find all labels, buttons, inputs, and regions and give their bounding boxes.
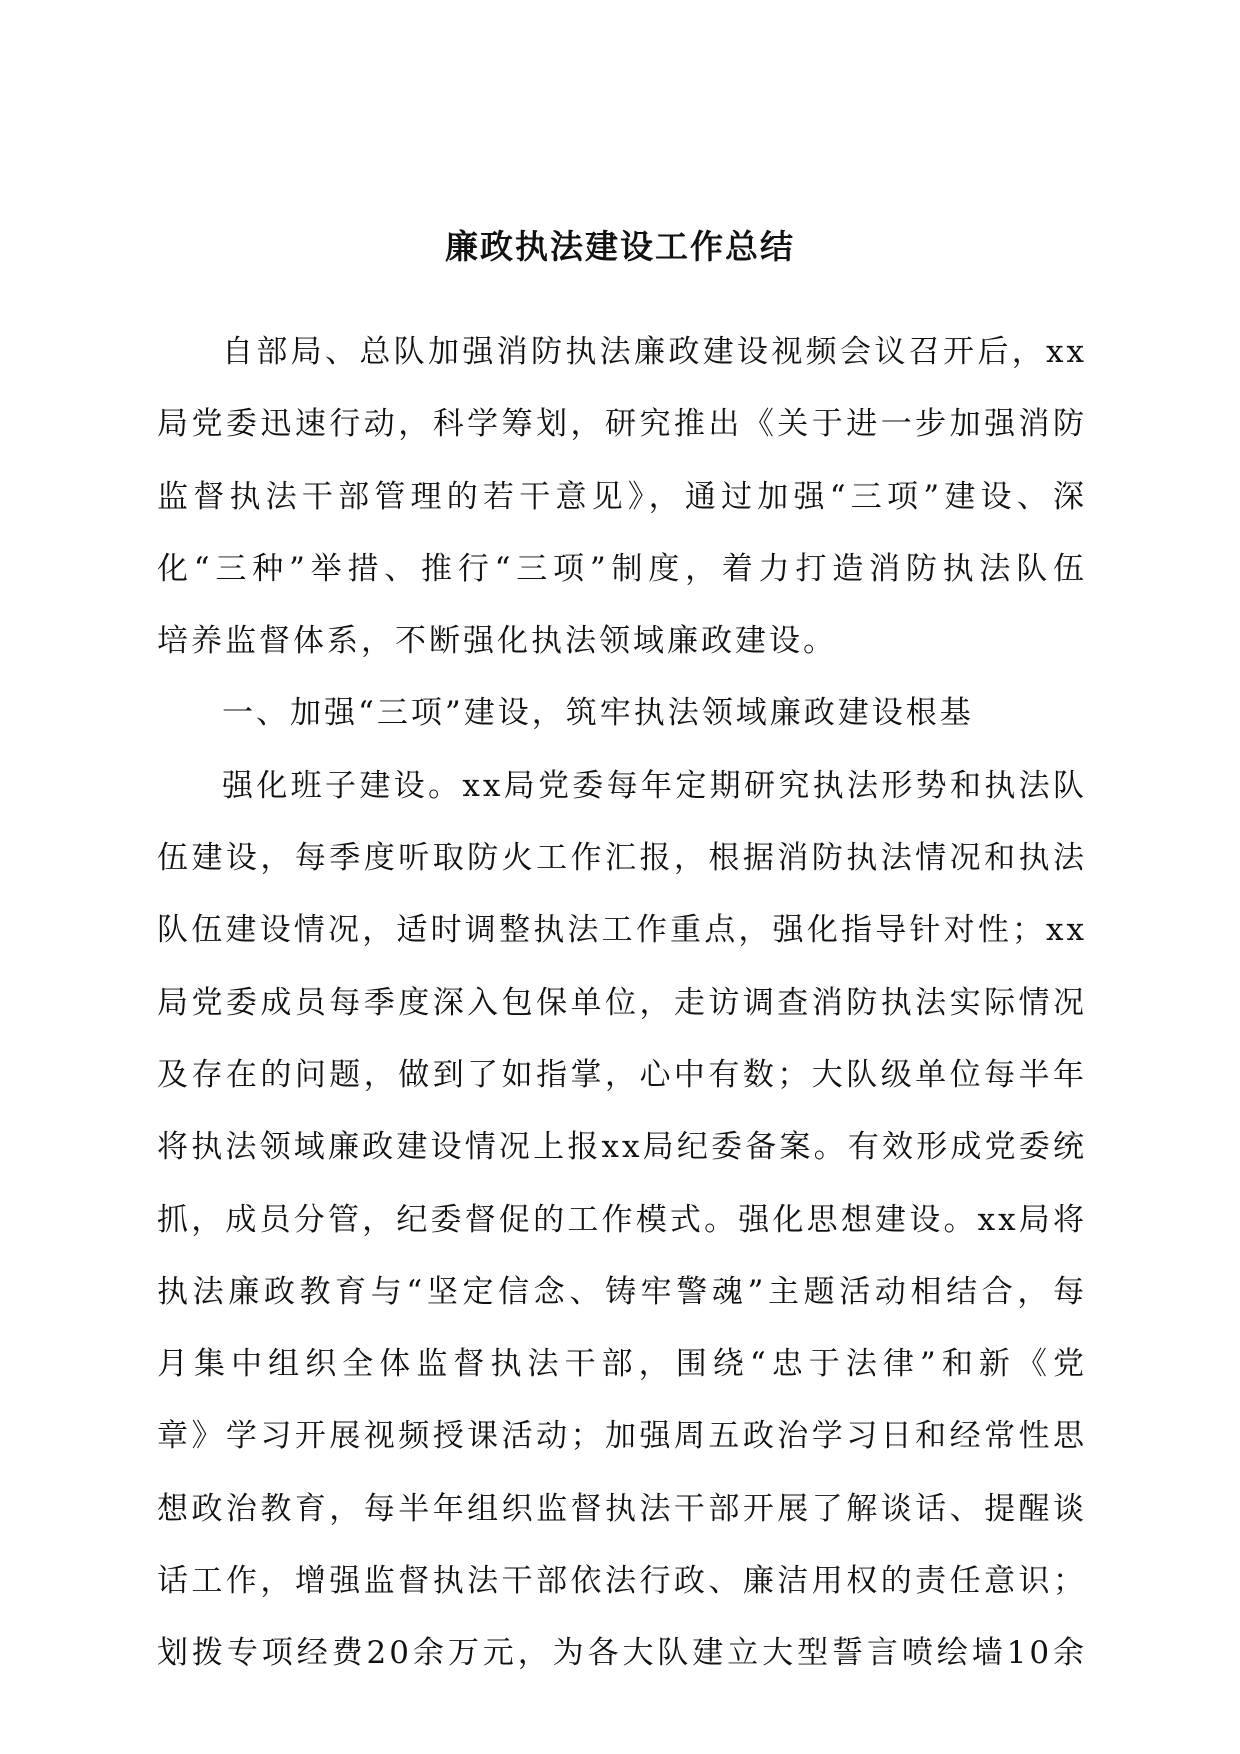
text-line: 执法廉政教育与“坚定信念、铸牢警魂”主题活动相结合，每	[157, 1273, 1087, 1310]
document-body	[157, 316, 1087, 1690]
text-line: 局党委成员每季度深入包保单位，走访调查消防执法实际情况	[157, 984, 1087, 1021]
text-line: 将执法领域廉政建设情况上报xx局纪委备案。有效形成党委统	[157, 1129, 1087, 1166]
text-line: 培养监督体系，不断强化执法领域廉政建设。	[157, 623, 837, 660]
text-line: 强化班子建设。xx局党委每年定期研究执法形势和执法队	[222, 767, 1087, 804]
text-line: 监督执法干部管理的若干意见》，通过加强“三项”建设、深	[157, 478, 1087, 515]
text-line: 伍建设，每季度听取防火工作汇报，根据消防执法情况和执法	[157, 840, 1087, 877]
text-line: 抓，成员分管，纪委督促的工作模式。强化思想建设。xx局将	[157, 1201, 1087, 1238]
text-line: 章》学习开展视频授课活动；加强周五政治学习日和经常性思	[157, 1418, 1087, 1455]
text-line: 一、加强“三项”建设，筑牢执法领域廉政建设根基	[222, 695, 974, 732]
text-line: 局党委迅速行动，科学筹划，研究推出《关于进一步加强消防	[157, 406, 1087, 443]
text-line: 自部局、总队加强消防执法廉政建设视频会议召开后，xx	[222, 334, 1087, 370]
text-line: 及存在的问题，做到了如指掌，心中有数；大队级单位每半年	[157, 1056, 1087, 1093]
text-line: 月集中组织全体监督执法干部，围绕“忠于法律”和新《党	[157, 1346, 1087, 1383]
text-line: 化“三种”举措、推行“三项”制度，着力打造消防执法队伍	[157, 550, 1087, 587]
text-line: 话工作，增强监督执法干部依法行政、廉洁用权的责任意识；	[157, 1563, 1087, 1600]
text-line: 划拨专项经费20余万元，为各大队建立大型誓言喷绘墙10余	[157, 1635, 1087, 1672]
document-title: 廉政执法建设工作总结	[445, 227, 795, 266]
text-line: 队伍建设情况，适时调整执法工作重点，强化指导针对性；xx	[157, 912, 1087, 949]
text-line: 想政治教育，每半年组织监督执法干部开展了解谈话、提醒谈	[157, 1490, 1087, 1527]
